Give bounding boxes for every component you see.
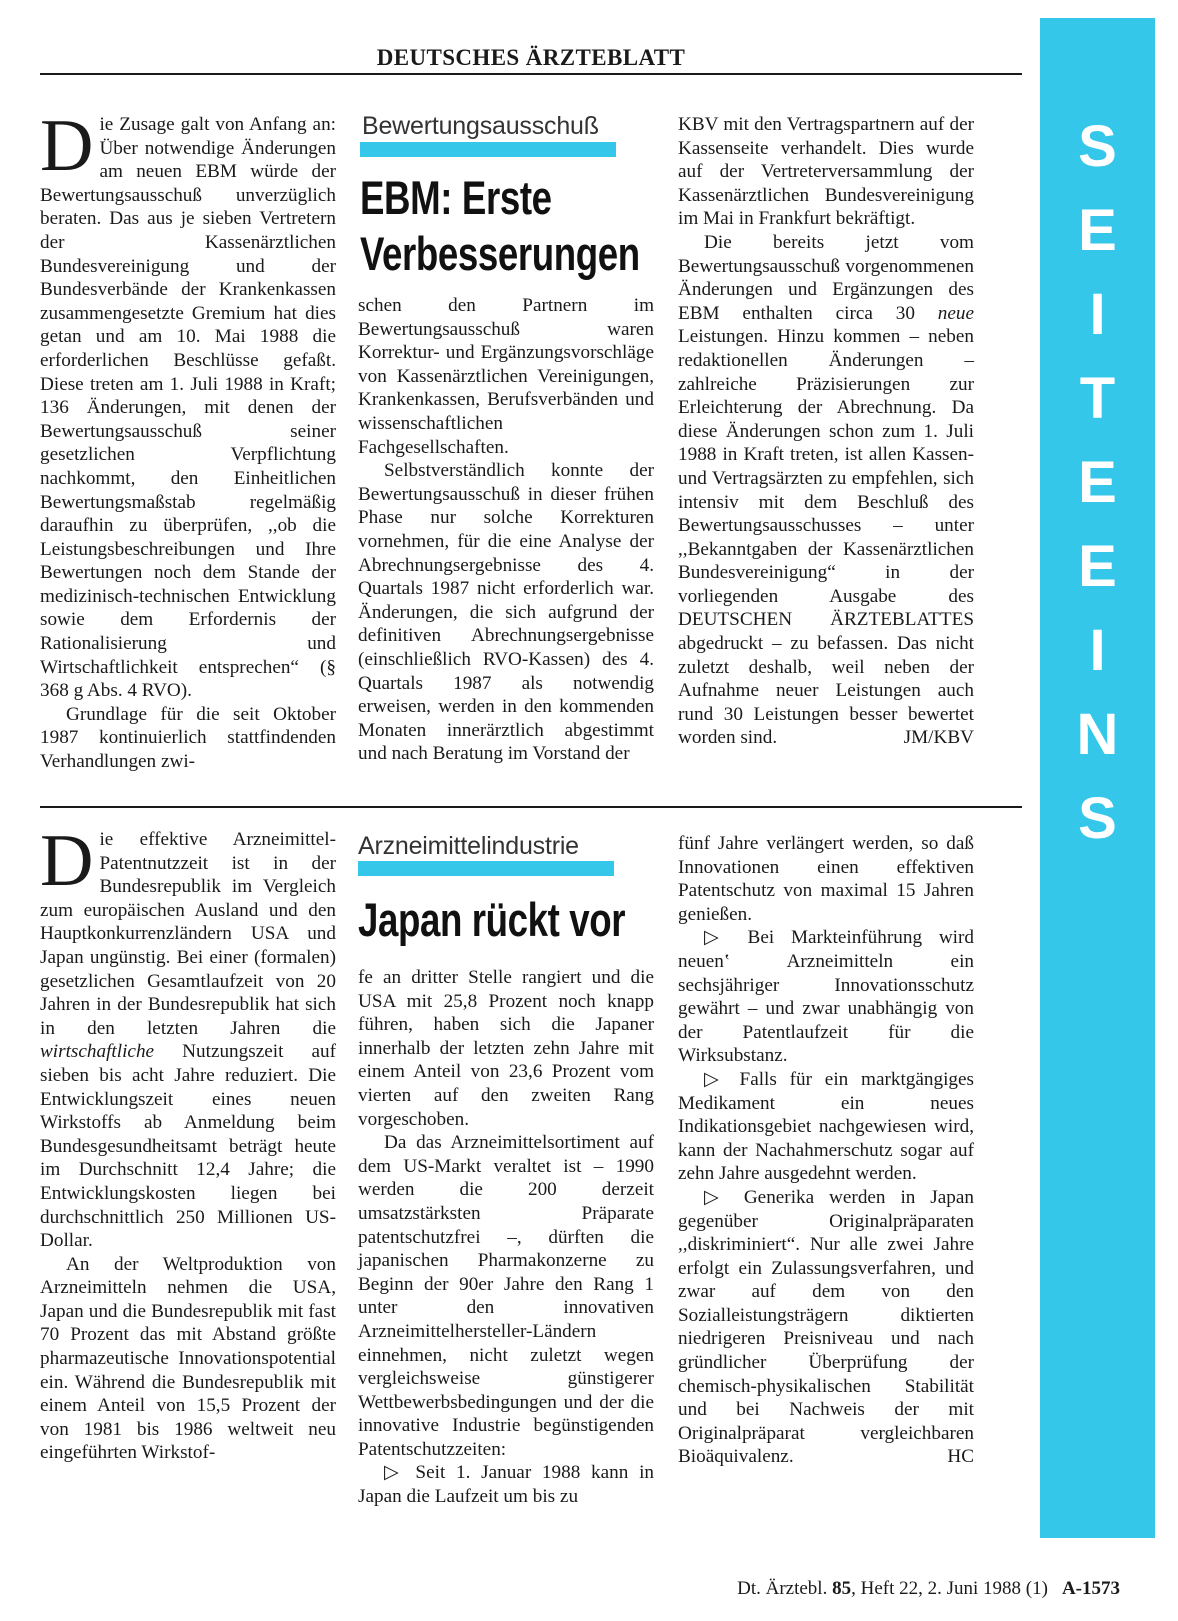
article2-paragraph: Die effektive Arzneimittel-Patentnutzzeit ist in der Bundesrepublik im Vergleich zum europäischen Ausland und den Hauptkonkurrenzländern USA und Japan ungünstig. Bei einer (formalen) gesetzlichen Gesamtlaufzeit von 20 Jahren in der Bundesrepublik hat sich in den letzten Jahren die wirtschaftliche Nutzungszeit auf sieben bis acht Jahre reduziert. Die Entwicklungszeit eines neuen Wirkstoffs ab Anmeldung beim Bundesgesundheitsamt beträgt heute im Durchschnitt 12,4 Jahre; die Entwicklungskosten liegen bei durchschnittlich 250 Millionen US-Dollar. xyxy=(40,820,336,1252)
kicker-underline xyxy=(360,142,616,157)
dropcap: D xyxy=(40,820,94,902)
sidebar-letter: I xyxy=(1089,282,1106,347)
sidebar-letter: E xyxy=(1078,534,1117,599)
author-signature: JM/KBV xyxy=(903,727,974,749)
article1-column-3 xyxy=(678,113,974,750)
article1-paragraph: Selbstverständlich konnte der Bewertungsausschuß in dieser frühen Phase nur solche Korrekturen vornehmen, für die eine Analyse der Abrechnungsergebnisse des 4. Quartals 1987 nicht erforderlich war. Änderungen, die sich aufgrund der definitiven Abrechnungsergebnisse (einschließlich RVO-Kassen) des 4. Quartals 1987 als notwendig erweisen, werden in den kommenden Monaten innerärztlich abgestimmt und nach Beratung im Vorstand der xyxy=(358,460,654,765)
article-divider xyxy=(40,806,1022,808)
kicker-underline xyxy=(358,861,614,876)
sidebar-letter: E xyxy=(1078,198,1117,263)
article2-paragraph: Da das Arzneimittelsortiment auf dem US-Markt veraltet ist – 1990 werden die 200 derzeit umsatzstärksten Präparate patentschutzfrei –, dürften die japanischen Pharmakonzerne zu Beginn der 90er Jahre den Rang 1 unter den innovativen Arzneimittelhersteller-Ländern einnehmen, nicht zuletzt wegen vergleichsweise günstigerer Wettbewerbsbedingungen und der die innovative Industrie begünstigenden Patentschutzzeiten: xyxy=(358,1132,654,1460)
sidebar-letter: T xyxy=(1079,366,1116,431)
article2-column-2 xyxy=(358,966,654,1509)
article1-kicker: Bewertungsausschuß xyxy=(362,112,599,140)
citation-prefix: Dt. Ärztebl. xyxy=(737,1578,833,1599)
article2-paragraph: fe an dritter Stelle rangiert und die USA mit 25,8 Prozent noch knapp führen, haben sich die Japaner innerhalb der letzten zehn Jahre mit einem Anteil von 23,6 Prozent vom vierten auf den zweiten Rang vorgeschoben. xyxy=(358,967,654,1130)
article2-kicker: Arzneimittelindustrie xyxy=(358,832,579,860)
article2-paragraph: An der Weltproduktion von Arzneimitteln nehmen die USA, Japan und die Bundesrepublik mit fast 70 Prozent das mit Abstand größte pharmazeutische Innovationspotential ein. Während die Bundesrepublik mit einem Anteil von 15,5 Prozent der von 1981 bis 1986 weltweit neu eingeführten Wirkstof- xyxy=(40,1253,336,1464)
article2-column-3 xyxy=(678,832,974,1469)
article1-headline-line1: EBM: Erste xyxy=(360,171,552,224)
sidebar-label xyxy=(1040,114,1155,874)
sidebar-letter: E xyxy=(1078,450,1117,515)
article2-paragraph: ▷ Bei Markteinführung wird neuen‛ Arzneimitteln ein sechsjähriger Innovationsschutz gewährt – und zwar unabhängig von der Patentlaufzeit für die Wirksubstanz. xyxy=(678,927,974,1067)
article2-headline: Japan rückt vor xyxy=(358,893,626,946)
article2-paragraph: ▷ Falls für ein marktgängiges Medikament ein neues Indikationsgebiet nachgewiesen wird, kann der Nachahmerschutz sogar auf zehn Jahre ausgedehnt werden. xyxy=(678,1068,974,1185)
dropcap: D xyxy=(40,105,94,187)
masthead: DEUTSCHES ÄRZTEBLATT xyxy=(40,45,1022,75)
author-signature: HC xyxy=(947,1446,974,1468)
article2-column-1 xyxy=(40,820,336,1465)
article2-paragraph: fünf Jahre verlängert werden, so daß Innovationen einen effektiven Patentschutz von maximal 15 Jahren genießen. xyxy=(678,833,974,925)
article1-paragraph: Die bereits jetzt vom Bewertungsausschuß vorgenommenen Änderungen und Ergänzungen des EBM enthalten circa 30 neue Leistungen. Hinzu kommen – neben redaktionellen Änderungen – zahlreiche Präzisierungen zur Erleichterung der Abrechnung. Da diese Änderungen schon zum 1. Juli 1988 in Kraft treten, ist allen Kassen- und Vertragsärzten zu empfehlen, sich intensiv mit dem Beschluß des Bewertungsausschusses – unter ,,Bekanntgaben der Kassenärztlichen Bundesvereinigung“ in der vorliegenden Ausgabe des DEUTSCHEN ÄRZTEBLATTES abgedruckt – zu befassen. Das nicht zuletzt deshalb, weil neben der Aufnahme neuer Leistungen auch rund 30 Leistungen besser bewertet worden sind. JM/KBV xyxy=(678,231,974,749)
sidebar-letter: N xyxy=(1076,702,1119,767)
page-number: A-1573 xyxy=(1061,1578,1120,1599)
seite-eins-sidebar xyxy=(1040,18,1155,1538)
sidebar-letter: S xyxy=(1078,786,1117,851)
sidebar-letter: S xyxy=(1078,114,1117,179)
article1-paragraph: Grundlage für die seit Oktober 1987 kontinuierlich stattfindenden Verhandlungen zwi- xyxy=(40,703,336,773)
article1-headline-line2: Verbesserungen xyxy=(360,227,640,280)
article1-column-1 xyxy=(40,105,336,774)
page-footer xyxy=(560,1578,1120,1600)
article1-paragraph: Die Zusage galt von Anfang an: Über notwendige Änderungen am neuen EBM würde der Bewertungsausschuß unverzüglich beraten. Das aus je sieben Vertretern der Kassenärztlichen Bundesvereinigung und der Bundesverbände der Krankenkassen zusammengesetzte Gremium hat dies getan und am 10. Mai 1988 die erforderlichen Beschlüsse gefaßt. Diese treten am 1. Juli 1988 in Kraft; 136 Änderungen, mit denen der Bewertungsausschuß seiner gesetzlichen Verpflichtung nachkommt, den Einheitlichen Bewertungsmaßstab regelmäßig daraufhin zu überprüfen, ,,ob die Leistungsbeschreibungen und Ihre Bewertungen noch dem Stande der medizinisch-technischen Entwicklung sowie dem Erfordernis der Rationalisierung und Wirtschaftlichkeit entsprechen“ (§ 368 g Abs. 4 RVO). xyxy=(40,105,336,702)
article2-paragraph: ▷ Generika werden in Japan gegenüber Originalpräparaten ,,diskriminiert“. Nur alle zwei Jahre erfolgt ein Zulassungsverfahren, und zwar auf dem von den Sozialleistungsträgern diktierten niedrigeren Preisniveau und nach gründlicher Überprüfung der chemisch-physikalischen Stabilität und bei Nachweis der mit Originalpräparat vergleichbaren Bioäquivalenz. HC xyxy=(678,1186,974,1468)
article1-paragraph: KBV mit den Vertragspartnern auf der Kassenseite verhandelt. Dies wurde auf der Vertreterversammlung der Kassenärztlichen Bundesvereinigung im Mai in Frankfurt bekräftigt. xyxy=(678,114,974,230)
citation-suffix: , Heft 22, 2. Juni 1988 (1) xyxy=(851,1578,1048,1599)
article1-paragraph: schen den Partnern im Bewertungsausschuß waren Korrektur- und Ergänzungsvorschläge von Kassenärztlichen Vereinigungen, Krankenkassen, Berufsverbänden und wissenschaftlichen Fachgesellschaften. xyxy=(358,295,654,458)
article2-paragraph: ▷ Seit 1. Januar 1988 kann in Japan die Laufzeit um bis zu xyxy=(358,1462,654,1508)
sidebar-letter: I xyxy=(1089,618,1106,683)
citation-volume: 85 xyxy=(832,1578,852,1599)
article1-column-2 xyxy=(358,294,654,766)
